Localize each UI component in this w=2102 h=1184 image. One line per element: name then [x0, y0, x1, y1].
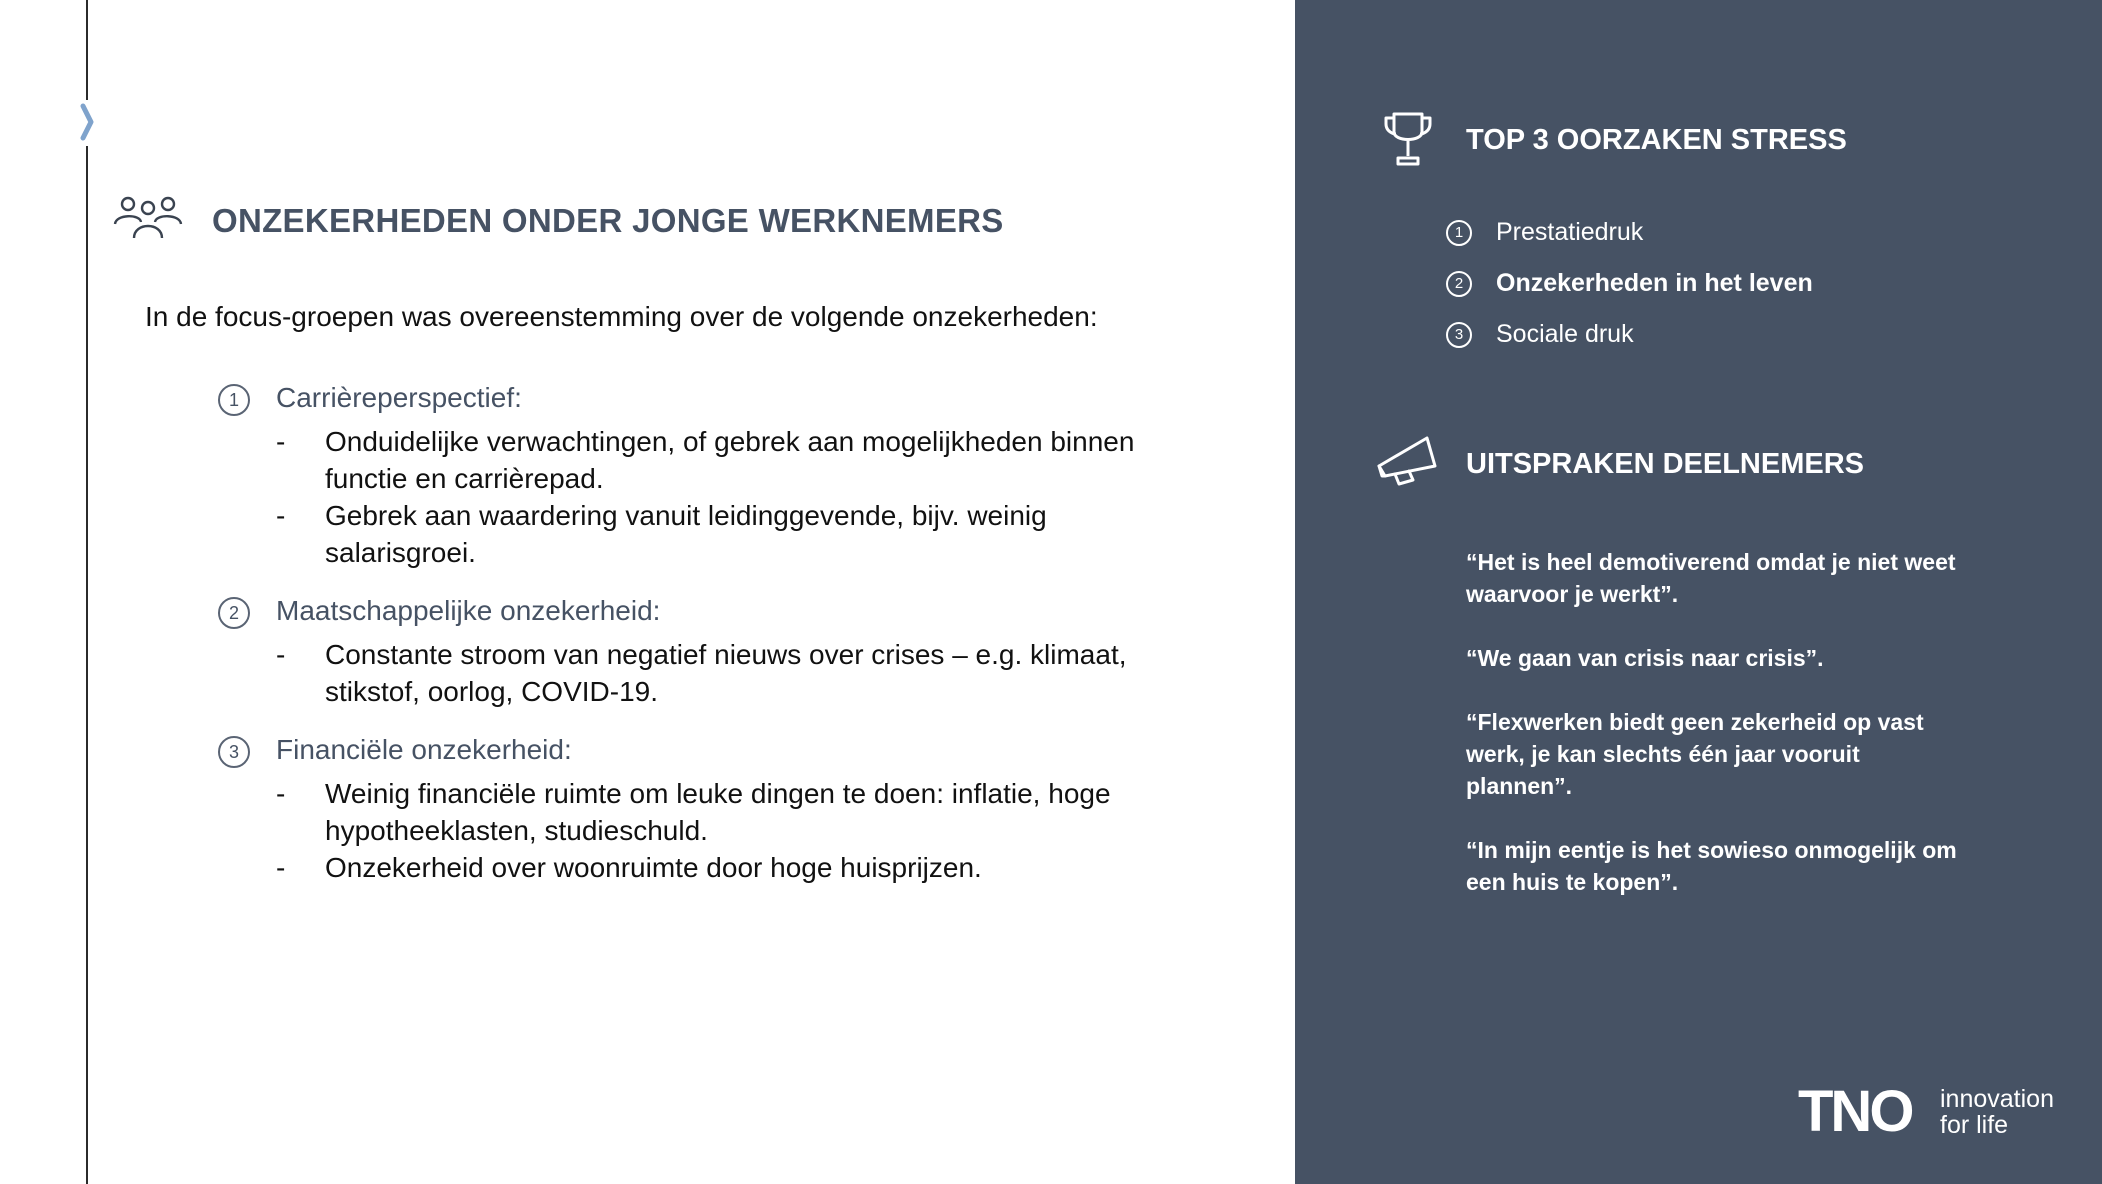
intro-text: In de focus-groepen was overeenstemming over de volgende onzekerheden: — [145, 301, 1098, 332]
number-badge: 1 — [1446, 220, 1472, 246]
megaphone-icon — [1375, 432, 1439, 488]
quote: “Flexwerken biedt geen zekerheid op vast werk, je kan slechts één jaar vooruit plannen”. — [1466, 709, 1924, 799]
list-item: 3 Sociale druk — [1446, 316, 1813, 367]
list-item: 2 Onzekerheden in het leven — [1446, 265, 1813, 316]
logo-mark: TNO — [1798, 1079, 1912, 1144]
section-title: Maatschappelijke onzekerheid: — [276, 595, 661, 626]
tno-logo — [1798, 1079, 2068, 1144]
quote: “Het is heel demotiverend omdat je niet weet waarvoor je werkt”. — [1466, 549, 1956, 607]
bullet-list — [276, 636, 1166, 710]
quote: “We gaan van crisis naar crisis”. — [1466, 645, 1824, 671]
logo-tagline: innovation for life — [1940, 1085, 2054, 1139]
section-number-3: 3 — [218, 736, 250, 768]
bullet-list — [276, 775, 1166, 886]
chevron-right-icon — [78, 102, 98, 142]
trophy-icon — [1382, 110, 1434, 170]
quote: “In mijn eentje is het sowieso onmogelijk om een huis te kopen”. — [1466, 837, 1957, 895]
number-badge: 3 — [1446, 322, 1472, 348]
main-title: ONZEKERHEDEN ONDER JONGE WERKNEMERS — [212, 202, 1004, 239]
list-item: - Onzekerheid over woonruimte door hoge huisprijzen. — [276, 852, 982, 883]
list-item: - Weinig financiële ruimte om leuke dingen te doen: inflatie, hoge hypotheeklasten, studieschuld. — [276, 778, 1111, 846]
list-item: - Onduidelijke verwachtingen, of gebrek aan mogelijkheden binnen functie en carrièrepad. — [276, 426, 1135, 494]
section-title: Carrièreperspectief: — [276, 382, 522, 413]
people-group-icon — [112, 192, 184, 242]
list-item: - Gebrek aan waardering vanuit leidinggevende, bijv. weinig salarisgroei. — [276, 500, 1047, 568]
top3-list — [1446, 214, 1813, 367]
section-number-2: 2 — [218, 597, 250, 629]
left-vertical-rule — [86, 0, 88, 1184]
section-title: Financiële onzekerheid: — [276, 734, 572, 765]
quotes-title: UITSPRAKEN DEELNEMERS — [1466, 448, 1864, 480]
list-item: 1 Prestatiedruk — [1446, 214, 1813, 265]
number-badge: 2 — [1446, 271, 1472, 297]
list-item: - Constante stroom van negatief nieuws over crises – e.g. klimaat, stikstof, oorlog, COVID-19. — [276, 639, 1127, 707]
section-number-1: 1 — [218, 384, 250, 416]
quotes-list — [1466, 546, 1966, 930]
bullet-list — [276, 423, 1166, 571]
top3-title: TOP 3 OORZAKEN STRESS — [1466, 124, 1847, 156]
